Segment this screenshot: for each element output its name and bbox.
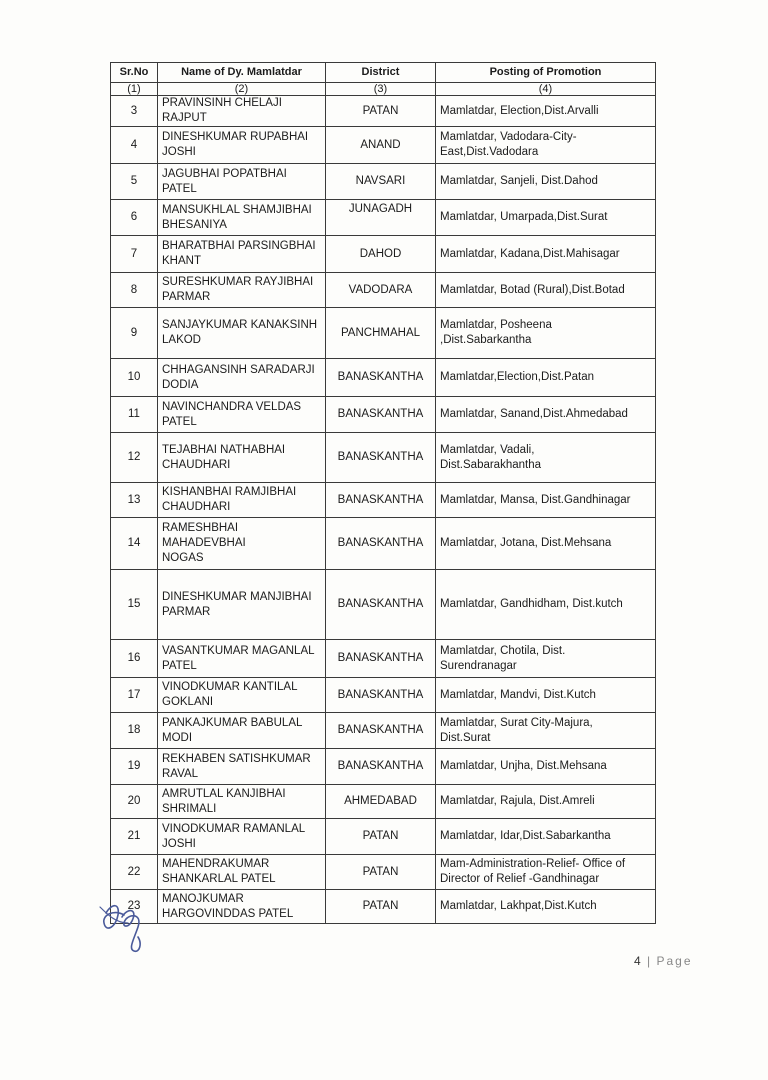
- table-row: [111, 164, 656, 200]
- table-row: [111, 200, 656, 236]
- district-cell: PANCHMAHAL: [326, 308, 436, 359]
- header-district: District: [326, 63, 436, 83]
- posting-line: Mamlatdar, Lakhpat,Dist.Kutch: [440, 900, 597, 912]
- district-cell: BANASKANTHA: [326, 570, 436, 640]
- column-number: (1): [111, 83, 158, 96]
- posting-line: Mamlatdar, Botad (Rural),Dist.Botad: [440, 283, 625, 296]
- posting-line: Mamlatdar, Jotana, Dist.Mehsana: [440, 537, 612, 549]
- name-line: TEJABHAI NATHABHAI: [162, 443, 286, 456]
- posting-line: Director of Relief -Gandhinagar: [440, 873, 600, 885]
- table-row: [111, 433, 656, 483]
- name-line: VASANTKUMAR MAGANLAL: [162, 644, 315, 657]
- posting-cell: [436, 518, 656, 570]
- name-line: MAHENDRAKUMAR: [162, 858, 270, 870]
- district-cell: BANASKANTHA: [326, 678, 436, 713]
- name-line: PARMAR: [162, 291, 211, 303]
- name-line: DODIA: [162, 378, 199, 391]
- posting-cell: [436, 890, 656, 924]
- name-cell: [158, 164, 326, 200]
- sr-no-cell: 20: [111, 785, 158, 819]
- district-cell: DAHOD: [326, 236, 436, 273]
- name-cell: [158, 749, 326, 785]
- name-cell: [158, 713, 326, 749]
- name-line: NOGAS: [162, 552, 204, 564]
- name-line: SURESHKUMAR RAYJIBHAI: [162, 276, 314, 288]
- name-cell: [158, 678, 326, 713]
- posting-cell: [436, 236, 656, 273]
- posting-line: Mamlatdar, Sanjeli, Dist.Dahod: [440, 175, 598, 187]
- district-cell: BANASKANTHA: [326, 433, 436, 483]
- name-line: JOSHI: [162, 146, 196, 158]
- district-cell: AHMEDABAD: [326, 785, 436, 819]
- district-cell: BANASKANTHA: [326, 749, 436, 785]
- district-cell: NAVSARI: [326, 164, 436, 200]
- posting-line: Mamlatdar, Election,Dist.Arvalli: [440, 104, 599, 117]
- name-line: BHESANIYA: [162, 218, 227, 231]
- name-line: DINESHKUMAR RUPABHAI: [162, 131, 309, 143]
- name-cell: [158, 518, 326, 570]
- name-cell: [158, 236, 326, 273]
- name-line: SANJAYKUMAR KANAKSINH: [162, 319, 318, 331]
- name-line: PARMAR: [162, 605, 211, 618]
- table-row: [111, 785, 656, 819]
- sr-no-cell: 3: [111, 96, 158, 127]
- column-number: (2): [158, 83, 326, 96]
- name-line: PRAVINSINH CHELAJI RAJPUT: [162, 97, 282, 124]
- name-line: KHANT: [162, 255, 201, 267]
- name-line: BHARATBHAI PARSINGBHAI: [162, 240, 316, 252]
- posting-line: Mamlatdar, Surat City-Majura,: [440, 716, 593, 729]
- name-line: RAVAL: [162, 767, 199, 780]
- name-line: PATEL: [162, 659, 197, 672]
- name-line: SHRIMALI: [162, 802, 217, 815]
- posting-cell: [436, 819, 656, 855]
- page-number: 4: [634, 954, 642, 968]
- name-cell: [158, 127, 326, 164]
- posting-cell: [436, 640, 656, 678]
- name-cell: [158, 819, 326, 855]
- table-body: [111, 96, 656, 924]
- posting-line: Mam-Administration-Relief- Office of: [440, 858, 626, 870]
- posting-cell: [436, 570, 656, 640]
- name-cell: [158, 640, 326, 678]
- table-row: [111, 127, 656, 164]
- posting-line: Mamlatdar, Unjha, Dist.Mehsana: [440, 760, 607, 772]
- name-cell: [158, 397, 326, 433]
- sr-no-cell: 8: [111, 273, 158, 308]
- name-line: JOSHI: [162, 837, 196, 850]
- posting-cell: [436, 200, 656, 236]
- name-line: DINESHKUMAR MANJIBHAI: [162, 590, 312, 603]
- posting-cell: [436, 678, 656, 713]
- district-cell: BANASKANTHA: [326, 713, 436, 749]
- table-row: [111, 273, 656, 308]
- table-row: [111, 570, 656, 640]
- name-line: RAMESHBHAI MAHADEVBHAI: [162, 522, 246, 549]
- posting-line: Mamlatdar,Election,Dist.Patan: [440, 371, 595, 383]
- name-line: JAGUBHAI POPATBHAI PATEL: [162, 167, 287, 195]
- district-cell: BANASKANTHA: [326, 359, 436, 397]
- name-line: CHAUDHARI: [162, 501, 231, 513]
- name-line: LAKOD: [162, 334, 201, 346]
- district-cell: VADODARA: [326, 273, 436, 308]
- posting-line: Mamlatdar, Chotila, Dist.: [440, 644, 566, 657]
- posting-cell: [436, 433, 656, 483]
- name-line: PATEL: [162, 415, 197, 428]
- name-line: KISHANBHAI RAMJIBHAI: [162, 486, 297, 498]
- table-row: [111, 678, 656, 713]
- district-cell: BANASKANTHA: [326, 518, 436, 570]
- name-cell: [158, 359, 326, 397]
- handwritten-signature: [98, 893, 158, 955]
- name-cell: [158, 483, 326, 518]
- sr-no-cell: 18: [111, 713, 158, 749]
- table-row: [111, 749, 656, 785]
- district-cell: BANASKANTHA: [326, 640, 436, 678]
- name-cell: [158, 890, 326, 924]
- district-cell: PATAN: [326, 855, 436, 890]
- table-row: [111, 819, 656, 855]
- table-row: [111, 308, 656, 359]
- sr-no-cell: 14: [111, 518, 158, 570]
- name-line: SHANKARLAL PATEL: [162, 873, 276, 885]
- sr-no-cell: 17: [111, 678, 158, 713]
- header-name: Name of Dy. Mamlatdar: [158, 63, 326, 83]
- posting-line: Mamlatdar, Mansa, Dist.Gandhinagar: [440, 493, 631, 506]
- footer-separator: |: [647, 954, 651, 968]
- posting-cell: [436, 855, 656, 890]
- name-line: NAVINCHANDRA VELDAS: [162, 400, 302, 413]
- name-line: MANSUKHLAL SHAMJIBHAI: [162, 203, 312, 216]
- district-cell: BANASKANTHA: [326, 397, 436, 433]
- promotion-table: [110, 62, 656, 924]
- column-number: (3): [326, 83, 436, 96]
- name-line: MANOJKUMAR: [162, 892, 244, 905]
- district-cell: PATAN: [326, 890, 436, 924]
- posting-cell: [436, 273, 656, 308]
- table-row: [111, 518, 656, 570]
- posting-cell: [436, 749, 656, 785]
- district-cell: ANAND: [326, 127, 436, 164]
- table-row: [111, 855, 656, 890]
- header-posting: Posting of Promotion: [436, 63, 656, 83]
- header-sr-no: Sr.No: [111, 63, 158, 83]
- sr-no-cell: 21: [111, 819, 158, 855]
- name-cell: [158, 273, 326, 308]
- sr-no-cell: 9: [111, 308, 158, 359]
- posting-cell: [436, 483, 656, 518]
- posting-line: Mamlatdar, Sanand,Dist.Ahmedabad: [440, 408, 628, 420]
- column-number: (4): [436, 83, 656, 96]
- sr-no-cell: 7: [111, 236, 158, 273]
- sr-no-cell: 22: [111, 855, 158, 890]
- posting-line: Mamlatdar, Idar,Dist.Sabarkantha: [440, 830, 611, 842]
- name-cell: [158, 308, 326, 359]
- posting-line: Surendranagar: [440, 659, 517, 672]
- posting-line: Dist.Surat: [440, 731, 491, 744]
- posting-line: Mamlatdar, Umarpada,Dist.Surat: [440, 211, 608, 223]
- name-cell: [158, 200, 326, 236]
- sr-no-cell: 10: [111, 359, 158, 397]
- table-row: [111, 483, 656, 518]
- page-footer: [634, 954, 693, 968]
- page-label: Page: [656, 954, 693, 968]
- table-row: [111, 359, 656, 397]
- name-cell: [158, 433, 326, 483]
- name-line: CHAUDHARI: [162, 458, 231, 471]
- posting-cell: [436, 359, 656, 397]
- posting-line: Mamlatdar, Kadana,Dist.Mahisagar: [440, 247, 620, 260]
- posting-line: ,Dist.Sabarkantha: [440, 334, 532, 346]
- table-row: [111, 96, 656, 127]
- table-header-row: [111, 63, 656, 83]
- sr-no-cell: 6: [111, 200, 158, 236]
- name-cell: [158, 96, 326, 127]
- name-line: MODI: [162, 731, 193, 744]
- column-number-row: [111, 83, 656, 96]
- sr-no-cell: 15: [111, 570, 158, 640]
- sr-no-cell: 16: [111, 640, 158, 678]
- name-line: GOKLANI: [162, 696, 214, 708]
- sr-no-cell: 5: [111, 164, 158, 200]
- posting-cell: [436, 127, 656, 164]
- district-cell: BANASKANTHA: [326, 483, 436, 518]
- name-line: VINODKUMAR RAMANLAL: [162, 822, 306, 835]
- posting-cell: [436, 164, 656, 200]
- sr-no-cell: 12: [111, 433, 158, 483]
- posting-cell: [436, 713, 656, 749]
- posting-cell: [436, 785, 656, 819]
- posting-line: Mamlatdar, Gandhidham, Dist.kutch: [440, 598, 623, 610]
- posting-line: Mamlatdar, Rajula, Dist.Amreli: [440, 795, 595, 807]
- sr-no-cell: 23: [111, 890, 158, 924]
- sr-no-cell: 11: [111, 397, 158, 433]
- name-line: AMRUTLAL KANJIBHAI: [162, 787, 286, 800]
- name-line: PANKAJKUMAR BABULAL: [162, 716, 303, 729]
- posting-line: Mamlatdar, Posheena: [440, 319, 552, 331]
- name-line: REKHABEN SATISHKUMAR: [162, 752, 311, 765]
- posting-line: Dist.Sabarakhantha: [440, 458, 542, 471]
- posting-line: Mamlatdar, Vadali,: [440, 443, 535, 456]
- name-line: HARGOVINDDAS PATEL: [162, 907, 294, 920]
- posting-line: Mamlatdar, Vadodara-City-: [440, 131, 577, 143]
- table-row: [111, 640, 656, 678]
- sr-no-cell: 13: [111, 483, 158, 518]
- name-cell: [158, 855, 326, 890]
- district-cell: PATAN: [326, 819, 436, 855]
- sr-no-cell: 4: [111, 127, 158, 164]
- district-cell: JUNAGADH: [326, 200, 436, 236]
- table-row: [111, 236, 656, 273]
- name-line: VINODKUMAR KANTILAL: [162, 681, 298, 693]
- name-cell: [158, 785, 326, 819]
- posting-line: Mamlatdar, Mandvi, Dist.Kutch: [440, 688, 596, 701]
- posting-cell: [436, 308, 656, 359]
- name-line: CHHAGANSINH SARADARJI: [162, 363, 315, 376]
- table-row: [111, 397, 656, 433]
- posting-cell: [436, 96, 656, 127]
- table-row: [111, 890, 656, 924]
- posting-cell: [436, 397, 656, 433]
- posting-line: East,Dist.Vadodara: [440, 146, 539, 158]
- name-cell: [158, 570, 326, 640]
- district-cell: PATAN: [326, 96, 436, 127]
- table-row: [111, 713, 656, 749]
- sr-no-cell: 19: [111, 749, 158, 785]
